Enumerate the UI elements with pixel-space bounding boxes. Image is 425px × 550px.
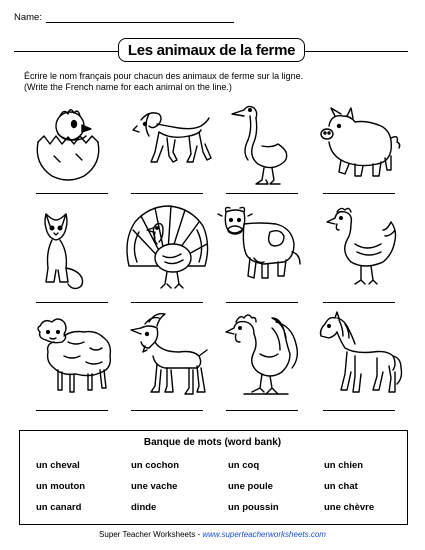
footer-brand: Super Teacher Worksheets: [99, 530, 196, 539]
answer-line-8[interactable]: [323, 302, 395, 303]
name-write-line[interactable]: [46, 22, 234, 23]
footer-separator: -: [195, 530, 203, 539]
chick-picture: [24, 96, 120, 192]
word-bank-title: Banque de mots (word bank): [143, 437, 282, 448]
word-bank-word: un poussin: [228, 502, 279, 513]
word-bank-word: un cochon: [131, 460, 180, 471]
turkey-icon: [119, 200, 215, 296]
word-bank-word: dinde: [131, 502, 157, 513]
answer-line-6[interactable]: [131, 302, 203, 303]
answer-line-3[interactable]: [226, 193, 298, 194]
answer-line-10[interactable]: [131, 410, 203, 411]
turkey-picture: [119, 200, 215, 296]
word-bank-word: un canard: [36, 502, 82, 513]
cow-icon: [214, 200, 310, 296]
answer-line-5[interactable]: [36, 302, 108, 303]
word-bank-word: un chien: [324, 460, 364, 471]
dog-picture: [119, 96, 215, 192]
answer-line-2[interactable]: [131, 193, 203, 194]
hen-icon: [311, 200, 407, 296]
sheep-icon: [24, 308, 120, 404]
answer-line-7[interactable]: [226, 302, 298, 303]
rooster-icon: [214, 308, 310, 404]
word-bank-word: un mouton: [36, 481, 86, 492]
horse-icon: [311, 308, 407, 404]
duck-picture: [214, 96, 310, 192]
cat-icon: [24, 200, 120, 296]
horse-picture: [311, 308, 407, 404]
word-bank-word: un cheval: [36, 460, 80, 471]
word-bank-word: un chat: [324, 481, 358, 492]
word-bank-word: une poule: [228, 481, 273, 492]
answer-line-1[interactable]: [36, 193, 108, 194]
word-bank-word: une vache: [131, 481, 178, 492]
word-bank-word: un coq: [228, 460, 260, 471]
word-bank-word: une chèvre: [324, 502, 375, 513]
answer-line-9[interactable]: [36, 410, 108, 411]
answer-line-4[interactable]: [323, 193, 395, 194]
dog-icon: [119, 96, 215, 192]
instructions-english: (Write the French name for each animal on the line.): [24, 82, 232, 92]
goat-picture: [119, 308, 215, 404]
answer-line-12[interactable]: [323, 410, 395, 411]
footer-url-link[interactable]: www.superteacherworksheets.com: [202, 530, 326, 539]
name-label: Name:: [14, 12, 42, 23]
pig-icon: [311, 96, 407, 192]
instructions-french: Écrire le nom français pour chacun des animaux de ferme sur la ligne.: [24, 71, 304, 81]
rooster-picture: [214, 308, 310, 404]
footer: [0, 530, 425, 539]
chick-icon: [24, 96, 120, 192]
cat-picture: [24, 200, 120, 296]
hen-picture: [311, 200, 407, 296]
sheep-picture: [24, 308, 120, 404]
goat-icon: [119, 308, 215, 404]
title-box: [118, 38, 305, 62]
page-title: Les animaux de la ferme: [127, 41, 296, 59]
duck-icon: [214, 96, 310, 192]
pig-picture: [311, 96, 407, 192]
answer-line-11[interactable]: [226, 410, 298, 411]
cow-picture: [214, 200, 310, 296]
